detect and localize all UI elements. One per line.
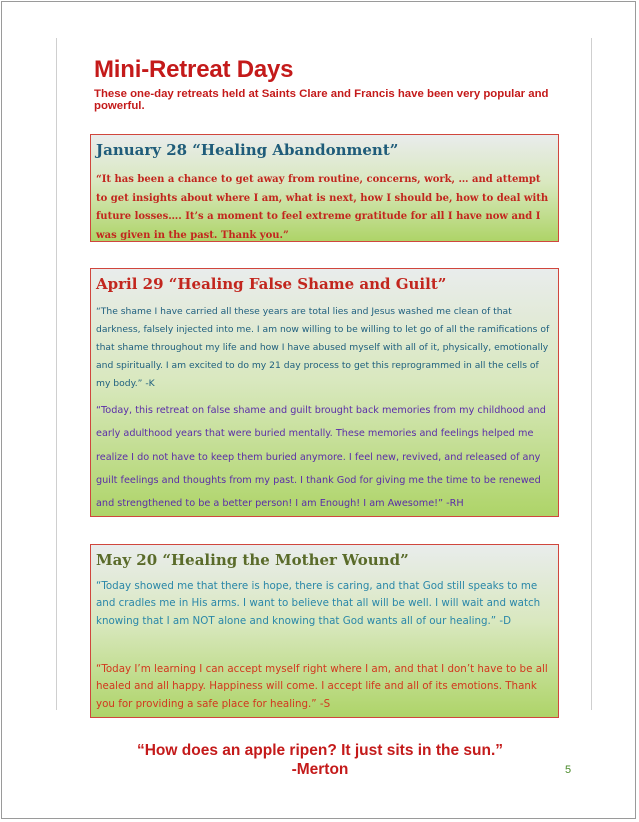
testimonial-quote: “Today I’m learning I can accept myself right where I am, and that I don’t have to be all healed and all happy. Happiness will come. I accept life and all of its emotions. Thank you for providing a safe place for healing.” -S xyxy=(96,663,548,710)
retreat-card-may xyxy=(90,544,559,718)
testimonial-quote: “Today, this retreat on false shame and guilt brought back memories from my childhood and early adulthood years that were buried mentally. These memories and feelings helped me realize I do not have to keep them buried anymore. I feel new, revived, and released of any guilt feelings and thoughts from my past. I thank God for giving me the time to be renewed and strengthened to be a better person! I am Enough! I am Awesome!” -RH xyxy=(96,405,546,510)
right-margin-rule xyxy=(591,38,592,710)
retreat-title: April 29 “Healing False Shame and Guilt” xyxy=(96,275,447,293)
page-number: 5 xyxy=(565,764,572,776)
retreat-title: January 28 “Healing Abandonment” xyxy=(96,141,399,159)
left-margin-rule xyxy=(56,38,57,710)
closing-quote-text: “How does an apple ripen? It just sits in the sun.” xyxy=(136,742,503,759)
closing-quote xyxy=(80,741,560,779)
testimonial-quote: “It has been a chance to get away from routine, concerns, work, … and attempt to get insights about where I am, what is next, how I should be, how to deal with future losses…. It’s a moment to feel extreme gratitude for all I have now and I was given in the past. Thank you.” xyxy=(96,174,549,241)
page-subtitle: These one-day retreats held at Saints Clare and Francis have been very popular and powerful. xyxy=(94,88,549,112)
retreat-card-january xyxy=(90,134,559,242)
page-title: Mini-Retreat Days xyxy=(94,56,294,83)
testimonial-quote: “Today showed me that there is hope, there is caring, and that God still speaks to me and cradles me in His arms. I want to believe that all will be well. I will wait and watch knowing that I am NOT alone and knowing that God wants all of our healing.” -D xyxy=(96,580,541,627)
testimonial-quote: “The shame I have carried all these years are total lies and Jesus washed me clean of that darkness, falsely injected into me. I am now willing to be willing to let go of all the ramifications of that shame throughout my life and how I have abused myself with all of it, physically, emotionally and spiritually. I am excited to do my 21 day process to get this reprogrammed in all the cells of my body.” -K xyxy=(96,306,550,389)
retreat-title: May 20 “Healing the Mother Wound” xyxy=(96,551,409,569)
retreat-card-april xyxy=(90,268,559,517)
closing-quote-author: -Merton xyxy=(291,761,349,778)
